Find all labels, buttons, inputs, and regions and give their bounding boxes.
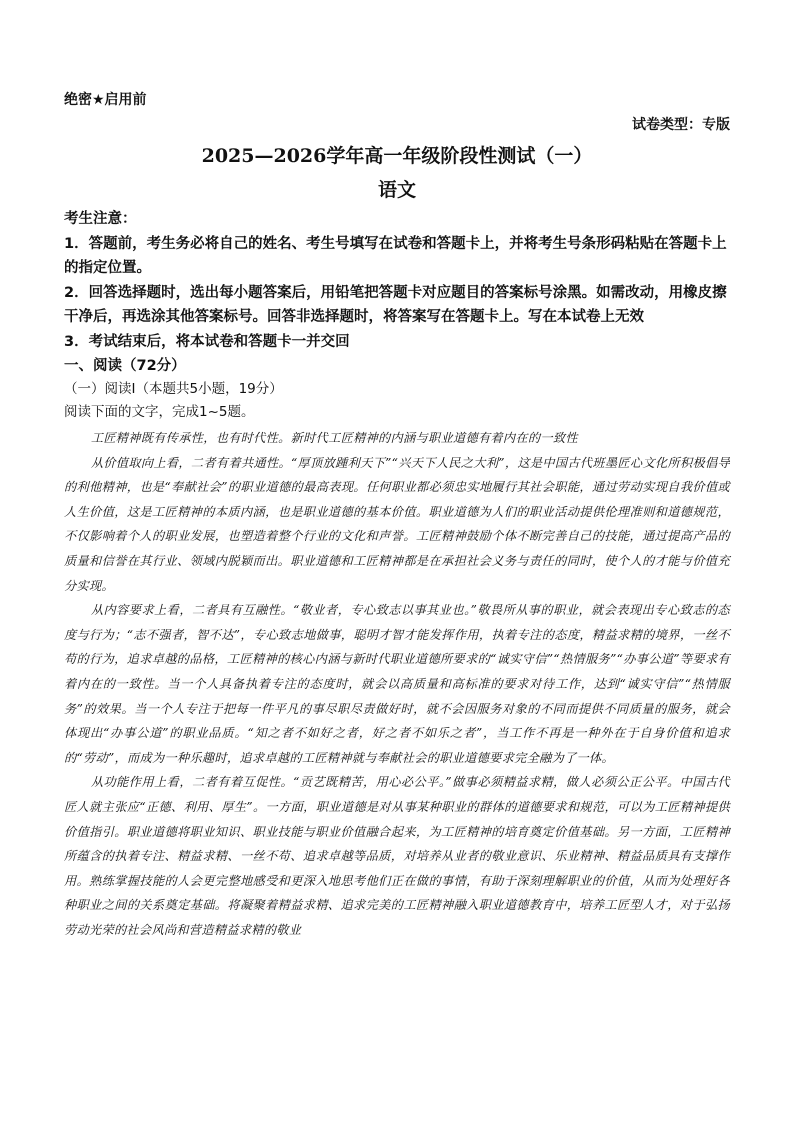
paper-type: 试卷类型：专版	[632, 117, 730, 133]
reading-instruction: 阅读下面的文字，完成1~5题。	[64, 404, 255, 420]
candidate-notice	[64, 207, 730, 354]
passage-paragraph: 工匠精神既有传承性，也有时代性。新时代工匠精神的内涵与职业道德有着内在的一致性	[90, 431, 578, 445]
passage-paragraph: 从内容要求上看，二者具有互融性。“敬业者，专心致志以事其业也。”敬畏所从事的职业，就会表现出专心致志的态度与行为；“志不强者，智不达”，专心致志地做事，聪明才智才能发挥作用，执着专注的态度，精益求精的境界，一丝不苟的行为，追求卓越的品格，工匠精神的核心内涵与新时代职业道德所要求的“诚实守信”“热情服务”“办事公道”等要求有着内在的一致性。当一个人具备执着专注的态度时，就会以高质量和高标准的要求对待工作，达到“诚实守信”“热情服务”的效果。当一个人专注于把每一件平凡的事尽职尽责做好时，就不会因服务对象的不同而提供不同质量的服务，就会体现出“办事公道”的职业品质。“知之者不如好之者，好之者不如乐之者”，当工作不再是一种外在于自身价值和追求的“劳动”，而成为一种乐趣时，追求卓越的工匠精神就与奉献社会的职业道德要求完全融为了一体。	[64, 603, 730, 765]
passage-paragraph: 从功能作用上看，二者有着互促性。“贡艺既精苦，用心必公平。”做事必须精益求精，做人必须公正公平。中国古代匠人就主张应“正德、利用、厚生”。一方面，职业道德是对从事某种职业的群体的道德要求和规范，可以为工匠精神提供价值指引。职业道德将职业知识、职业技能与职业价值融合起来，为工匠精神的培育奠定价值基础。另一方面，工匠精神所蕴含的执着专注、精益求精、一丝不苟、追求卓越等品质，对培养从业者的敬业意识、乐业精神、精益品质具有支撑作用。熟练掌握技能的人会更完整地感受和更深入地思考他们正在做的事情，有助于深刻理解职业的价值，从而为处理好各种职业之间的关系奠定基础。将凝聚着精益求精、追求完美的工匠精神融入职业道德教育中，培养工匠型人才，对于弘扬劳动光荣的社会风尚和营造精益求精的敬业	[64, 775, 730, 937]
notice-item: 1．答题前，考生务必将自己的姓名、考生号填写在试卷和答题卡上，并将考生号条形码粘贴在答题卡上的指定位置。	[64, 235, 727, 276]
section-heading: 一、阅读（72分）	[64, 358, 186, 374]
sub-section-heading: （一）阅读Ⅰ（本题共5小题，19分）	[64, 381, 283, 397]
notice-item: 3．考试结束后，将本试卷和答题卡一并交回	[64, 333, 350, 350]
subject-title: 语文	[377, 179, 416, 201]
reading-passage	[64, 426, 730, 942]
notice-item: 2．回答选择题时，选出每小题答案后，用铅笔把答题卡对应题目的答案标号涂黑。如需改动，用橡皮擦干净后，再选涂其他答案标号。回答非选择题时，将答案写在答题卡上。写在本试卷上无效	[64, 284, 727, 325]
notice-heading: 考生注意：	[64, 211, 137, 227]
exam-title: 2025—2026学年高一年级阶段性测试（一）	[201, 145, 593, 167]
passage-paragraph: 从价值取向上看，二者有着共通性。“厚顶放踵利天下”“兴天下人民之大利”，这是中国古代班墨匠心文化所积极倡导的利他精神，也是“奉献社会”的职业道德的最高表现。任何职业都必须忠实地履行其社会职能，通过劳动实现自我价值或人生价值，这是工匠精神的本质内涵，也是职业道德的基本价值。职业道德为人们的职业活动提供伦理准则和道德规范，不仅影响着个人的职业发展，也塑造着整个行业的文化和声誉。工匠精神鼓励个体不断完善自己的技能，通过提高产品的质量和信誉在其行业、领域内脱颖而出。职业道德和工匠精神都是在承担社会义务与责任的同时，使个人的才能与价值充分实现。	[64, 455, 730, 593]
confidential-label: 绝密★启用前	[64, 92, 147, 108]
